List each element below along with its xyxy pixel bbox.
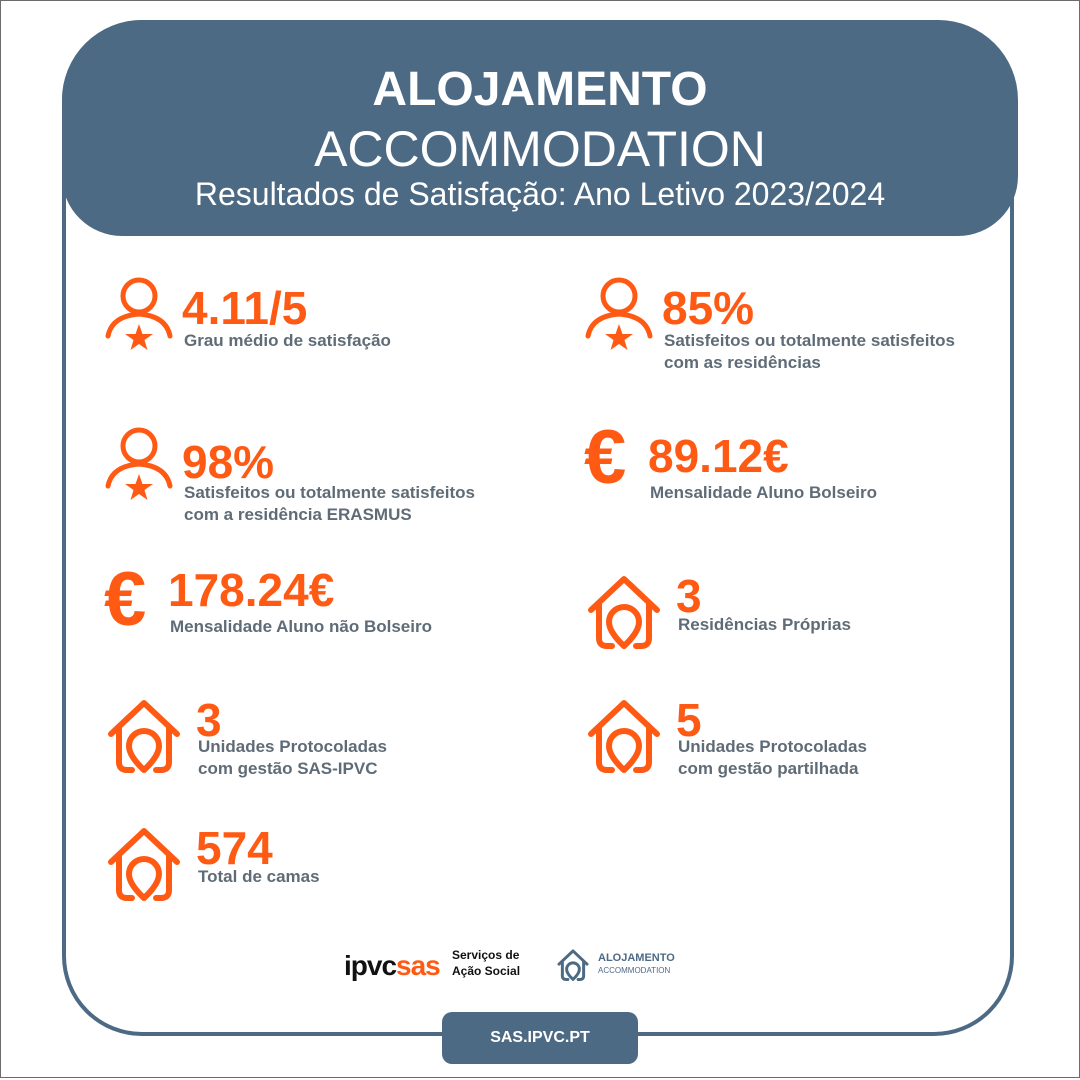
website-link[interactable]: SAS.IPVC.PT — [442, 1012, 638, 1064]
stat-value: 4.11/5 — [182, 282, 308, 334]
ipvc-sas-logo — [344, 944, 534, 984]
stat-desc-line1: Mensalidade Aluno Bolseiro — [650, 483, 878, 502]
euro-icon: € — [104, 557, 147, 642]
house-pin-icon — [584, 696, 664, 776]
header-subtitle: ACCOMMODATION — [314, 121, 766, 177]
stat-value: 574 — [196, 822, 273, 874]
header-banner — [62, 20, 1018, 236]
alojamento-logo — [556, 946, 696, 986]
stat-value: 178.24€ — [168, 564, 335, 616]
stat-desc-line2: com gestão partilhada — [678, 759, 859, 778]
stat-protocol-units-shared — [584, 696, 1004, 786]
stat-desc-line1: Mensalidade Aluno não Bolseiro — [170, 617, 432, 636]
house-pin-icon — [104, 824, 184, 904]
stat-desc-line2: com gestão SAS-IPVC — [198, 759, 378, 778]
stat-total-beds — [104, 824, 524, 914]
alojamento-logo-line2: ACCOMMODATION — [598, 966, 671, 975]
stat-protocol-units-sas — [104, 696, 524, 786]
stat-desc-line1: Unidades Protocoladas — [678, 737, 867, 756]
stat-desc-line2: com as residências — [664, 353, 821, 372]
user-star-icon — [104, 424, 174, 506]
stat-value: 98% — [182, 436, 275, 488]
stat-non-scholarship-monthly — [104, 557, 524, 652]
header-title: ALOJAMENTO — [372, 63, 708, 116]
sas-logo-line1: Serviços de — [452, 948, 520, 962]
stat-value: 5 — [676, 694, 702, 746]
sas-logo-line2: Ação Social — [452, 964, 521, 978]
header-period: Resultados de Satisfação: Ano Letivo 2023/2024 — [194, 176, 886, 212]
stat-value: 3 — [196, 694, 222, 746]
alojamento-logo-line1: ALOJAMENTO — [598, 952, 675, 964]
stat-desc-line1: Satisfeitos ou totalmente satisfeitos — [664, 331, 955, 350]
stat-own-residences — [584, 572, 1004, 662]
stat-desc-line1: Total de camas — [198, 867, 320, 886]
euro-icon: € — [584, 415, 627, 500]
stat-value: 89.12€ — [648, 430, 789, 482]
stat-desc-line1: Residências Próprias — [678, 615, 851, 634]
stat-desc-line2: com a residência ERASMUS — [184, 505, 412, 524]
stat-desc-line1: Unidades Protocoladas — [198, 737, 387, 756]
house-pin-icon — [104, 696, 184, 776]
stat-residences-satisfaction — [584, 270, 1004, 380]
user-star-icon — [104, 274, 174, 356]
stat-desc-line1: Grau médio de satisfação — [184, 331, 391, 350]
house-pin-icon — [584, 572, 664, 652]
stat-average-satisfaction — [104, 270, 504, 360]
user-star-icon — [584, 274, 654, 356]
stat-desc-line1: Satisfeitos ou totalmente satisfeitos — [184, 483, 475, 502]
house-pin-icon — [556, 948, 590, 982]
ipvc-logo-text: ipvc — [344, 950, 397, 981]
sas-logo-text: sas — [396, 950, 440, 981]
stat-scholarship-monthly — [584, 415, 1004, 510]
stat-erasmus-satisfaction — [104, 420, 524, 530]
stat-value: 85% — [662, 282, 755, 334]
stat-value: 3 — [676, 570, 702, 622]
